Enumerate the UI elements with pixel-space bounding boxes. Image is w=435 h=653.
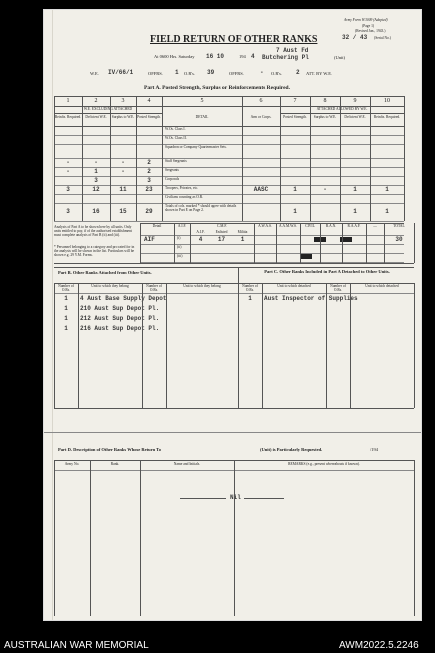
analysis-col-rule <box>140 223 141 263</box>
attached-value: 1 <box>385 208 389 215</box>
fold-line <box>52 10 53 620</box>
col-rule <box>280 96 281 221</box>
redaction <box>300 254 312 259</box>
offrs2-label: OFFRS. <box>229 71 244 76</box>
ors2-value: 2 <box>296 69 300 76</box>
analysis-col-rule <box>342 223 343 263</box>
analysis-total: 30 <box>395 236 403 243</box>
col-rule <box>404 96 405 221</box>
analysis-subhead: A.I.F. <box>196 230 205 234</box>
detail-label: Troopers, Privates, etc. <box>165 186 199 190</box>
attached-count: 1 <box>64 305 68 312</box>
strength-value: - <box>66 167 70 175</box>
part-d-col-head: REMARKS (e.g., present whereabouts if known). <box>288 462 360 466</box>
col-number: 9 <box>353 98 357 104</box>
table-top-rule <box>54 96 404 97</box>
attached-value: 1 <box>385 185 389 193</box>
detail-label: Staff Sergeants <box>165 159 187 163</box>
analysis-row-label: (i) <box>177 236 181 240</box>
analysis-col-rule <box>366 223 367 263</box>
archive-id: AWM2022.5.2246 <box>339 640 419 651</box>
parts-col-head: Unit to which they belong <box>91 284 129 288</box>
part-b-top-rule <box>54 267 414 268</box>
header-bottom-rule <box>54 126 404 127</box>
parts-head-rule <box>54 293 414 294</box>
form-number: Army Form W.3009 (Adapted) <box>344 18 388 22</box>
attached-unit: 4 Aust Base Supply Depot <box>80 295 167 302</box>
ors2-label: O.R's. <box>271 71 283 76</box>
col-number: 1 <box>66 98 70 104</box>
analysis-value: 17 <box>217 236 226 243</box>
at-label: At 0600 Hrs. Saturday <box>154 54 195 59</box>
col-rule <box>242 96 243 221</box>
col-rule <box>136 96 137 221</box>
analysis-col-rule <box>414 223 415 263</box>
serial-value: 32 / 43 <box>342 34 368 41</box>
part-d-title: Part D. Description of Other Ranks Whose Return To <box>58 447 161 452</box>
year-value: 4 <box>251 53 255 60</box>
at-date: 16 10 <box>206 53 225 60</box>
left-col-head: Posted Strength. <box>137 115 161 119</box>
strength-value: - <box>94 158 98 166</box>
analysis-head: R.A.A.F. <box>347 224 361 228</box>
col-rule <box>162 96 163 221</box>
archive-credit: AUSTRALIAN WAR MEMORIAL <box>4 640 149 651</box>
year-prefix: 194 <box>239 54 246 59</box>
parts-divider <box>238 267 239 283</box>
detail-head: DETAIL <box>195 115 209 119</box>
parts-col-head: Number of O.Rs. <box>330 284 346 292</box>
part-d-col-rule <box>90 460 91 616</box>
analysis-head: A.W.A.S. <box>258 224 272 228</box>
strength-value: 16 <box>92 208 100 215</box>
strike-line <box>244 498 284 499</box>
group-rule <box>280 113 404 114</box>
analysis-head: CIVIL <box>305 224 315 228</box>
analysis-subhead: Enlisted <box>215 230 228 234</box>
attached-value: 1 <box>353 208 357 215</box>
att-label: ATT. BY W.E. <box>306 71 333 76</box>
row-rule <box>54 194 404 195</box>
form-revision: (Revised Jan., 1943.) <box>355 29 386 33</box>
attached-value: 1 <box>293 208 297 215</box>
col-rule <box>370 96 371 221</box>
offrs-label: OFFRS. <box>148 71 163 76</box>
strength-value: 15 <box>119 208 127 215</box>
parts-col-head: Number of O.Rs. <box>146 284 162 292</box>
detail-label: Totals of cols. marked * should agree with details shown in Part E on Page 2. <box>165 204 237 212</box>
detail-label: Corporals <box>165 177 180 181</box>
group-left-head: W.E. EXCLUDING ATTACHED <box>83 107 133 111</box>
part-d-year: /194 <box>370 447 379 452</box>
analysis-col-rule <box>254 223 255 263</box>
row-rule <box>54 221 404 222</box>
ors-label: O.R's. <box>184 71 196 76</box>
part-d-col-head: Name and Initials. <box>173 462 201 466</box>
attached-count: 1 <box>64 325 68 332</box>
attached-value: 1 <box>293 185 297 193</box>
col-number: 7 <box>293 98 297 104</box>
serial-label: (Serial No.) <box>374 36 391 40</box>
analysis-head: A.I.F. <box>177 224 187 228</box>
analysis-head: A.A.M.W.S. <box>279 224 297 228</box>
strength-value: - <box>121 167 125 175</box>
detail-label: Squadron or Company Quartermaster Sets. <box>165 145 227 149</box>
right-col-head: Reinfts. Required. <box>373 115 401 119</box>
form-title: FIELD RETURN OF OTHER RANKS <box>150 34 318 45</box>
parts-bottom-rule <box>54 408 414 409</box>
strength-value: 12 <box>92 185 100 193</box>
analysis-detail: AIF <box>144 236 155 243</box>
analysis-head: C.M.F. <box>217 224 227 228</box>
parts-col-head: Unit to which they belong <box>183 284 221 288</box>
strength-value: 2 <box>147 158 151 166</box>
unit-label: (Unit) <box>334 55 345 60</box>
right-col-head: Deficient W.E. <box>344 115 366 119</box>
parts-col-rule <box>78 283 79 408</box>
col-number: 3 <box>121 98 125 104</box>
attached-value: AASC <box>253 185 269 193</box>
col-rule <box>340 96 341 221</box>
strike-line <box>180 498 226 499</box>
attached-unit: 212 Aust Sup Depot Pl. <box>80 315 160 322</box>
strength-value: 11 <box>119 185 127 193</box>
detail-label: W.Os. Class II. <box>165 136 187 140</box>
part-d-col-rule <box>54 460 55 616</box>
right-col-head: Arm or Corps. <box>250 115 272 119</box>
strength-value: 2 <box>147 167 151 175</box>
strength-value: 1 <box>94 167 98 175</box>
row-rule <box>54 144 404 145</box>
part-d-col-rule <box>414 460 415 616</box>
analysis-col-rule <box>384 223 385 263</box>
strength-value: 23 <box>145 185 153 193</box>
tear-line <box>44 432 421 433</box>
unit-value-1: 7 Aust Fd <box>276 47 309 54</box>
parts-col-head: Unit to which detached <box>365 284 399 288</box>
col-number: 8 <box>323 98 327 104</box>
part-d-title-2: (Unit) is Particularly Requested. <box>260 447 323 452</box>
col-rule <box>54 96 55 221</box>
parts-col-rule <box>142 283 143 408</box>
analysis-value: 1 <box>240 236 245 243</box>
offrs-value: 1 <box>175 69 179 76</box>
parts-col-rule <box>350 283 351 408</box>
parts-col-rule <box>54 283 55 408</box>
parts-col-rule <box>326 283 327 408</box>
part-b-title: Part B. Other Ranks Attached from Other Units. <box>58 270 152 275</box>
analysis-row-label: (iii) <box>177 254 183 258</box>
parts-col-head: Unit to which detached <box>277 284 311 288</box>
col-number: 5 <box>200 98 204 104</box>
analysis-bottom-rule <box>54 263 414 264</box>
left-col-head: Reinfts. Required. <box>54 115 82 119</box>
part-d-col-head: Rank. <box>110 462 120 466</box>
ors-value: 39 <box>207 69 215 76</box>
analysis-head: — <box>373 224 377 228</box>
attached-value: - <box>323 185 327 193</box>
detached-count: 1 <box>248 295 252 302</box>
analysis-head: R.A.N. <box>325 224 337 228</box>
col-number: 2 <box>94 98 98 104</box>
part-d-col-rule <box>234 460 235 616</box>
analysis-row-label: (ii) <box>177 245 182 249</box>
we-label: W.E. <box>90 71 99 76</box>
group-right-head: ATTACHED ALLOWED BY W.E. <box>316 107 368 111</box>
detached-unit: Aust Inspector of Supplies <box>264 295 358 302</box>
form-page: (Page 1) <box>362 24 375 28</box>
analysis-note: Analysis of Part A to be shown here by all units. Only units entitled to pay, if of the authorised establishment must complete analysis of Part B (ii) and (iii). <box>54 225 132 238</box>
analysis-col-rule <box>174 223 175 263</box>
form-sheet <box>44 10 421 620</box>
analysis-col-rule <box>320 223 321 263</box>
strength-value: - <box>121 158 125 166</box>
analysis-col-rule <box>276 223 277 263</box>
attached-unit: 210 Aust Sup Depot Pl. <box>80 305 160 312</box>
analysis-col-rule <box>190 223 191 263</box>
part-a-title: Part A. Posted Strength, Surplus or Reinforcements Required. <box>144 85 290 91</box>
left-col-head: Deficient W.E. <box>85 115 107 119</box>
part-d-col-head: Army No. <box>64 462 80 466</box>
analysis-head: Detail <box>152 224 162 228</box>
col-rule <box>82 96 83 221</box>
group-rule <box>54 113 162 114</box>
part-c-title: Part C. Other Ranks Included in Part A Detached to Other Units. <box>264 269 390 274</box>
part-d-col-rule <box>140 460 141 616</box>
analysis-note: * Personnel belonging to a category and pro rated for in the analysis will be shown in the list. Particulars will be shown e.g. 29 Y.M. Forms. <box>54 245 135 258</box>
attached-value: 1 <box>353 185 357 193</box>
right-col-head: Surplus to W.E. <box>313 115 337 119</box>
col-rule <box>310 96 311 221</box>
attached-count: 1 <box>64 315 68 322</box>
row-rule <box>54 135 404 136</box>
detail-label: Civilians counting as O.R. <box>165 195 204 199</box>
col-number: 4 <box>147 98 151 104</box>
offrs2-value: - <box>260 69 264 76</box>
strength-value: 29 <box>145 208 153 215</box>
col-number: 6 <box>259 98 263 104</box>
strength-value: - <box>66 158 70 166</box>
we-value: IV/66/1 <box>108 69 134 76</box>
parts-col-rule <box>414 283 415 408</box>
strength-value: 3 <box>147 176 151 184</box>
parts-col-head: Number of O.Rs. <box>58 284 74 292</box>
left-col-head: Surplus to W.E. <box>111 115 135 119</box>
analysis-value: 4 <box>198 236 203 243</box>
analysis-head: TOTAL <box>393 224 405 228</box>
strength-value: 3 <box>66 185 70 193</box>
part-d-entry: Nil <box>230 494 241 501</box>
analysis-col-rule <box>300 223 301 263</box>
parts-col-head: Number of O.Rs. <box>242 284 258 292</box>
strength-value: 3 <box>94 176 98 184</box>
attached-count: 1 <box>64 295 68 302</box>
parts-col-rule <box>166 283 167 408</box>
parts-col-rule <box>262 283 263 408</box>
parts-col-rule <box>238 283 239 408</box>
analysis-subhead: Militia <box>237 230 248 234</box>
attached-unit: 216 Aust Sup Depot Pl. <box>80 325 160 332</box>
col-rule <box>110 96 111 221</box>
detail-label: W.Os. Class I. <box>165 127 186 131</box>
detail-label: Sergeants <box>165 168 179 172</box>
unit-value-2: Butchering Pl <box>262 54 309 61</box>
right-col-head: Posted Strength. <box>283 115 307 119</box>
strength-value: 3 <box>66 208 70 215</box>
col-number: 10 <box>384 98 390 104</box>
